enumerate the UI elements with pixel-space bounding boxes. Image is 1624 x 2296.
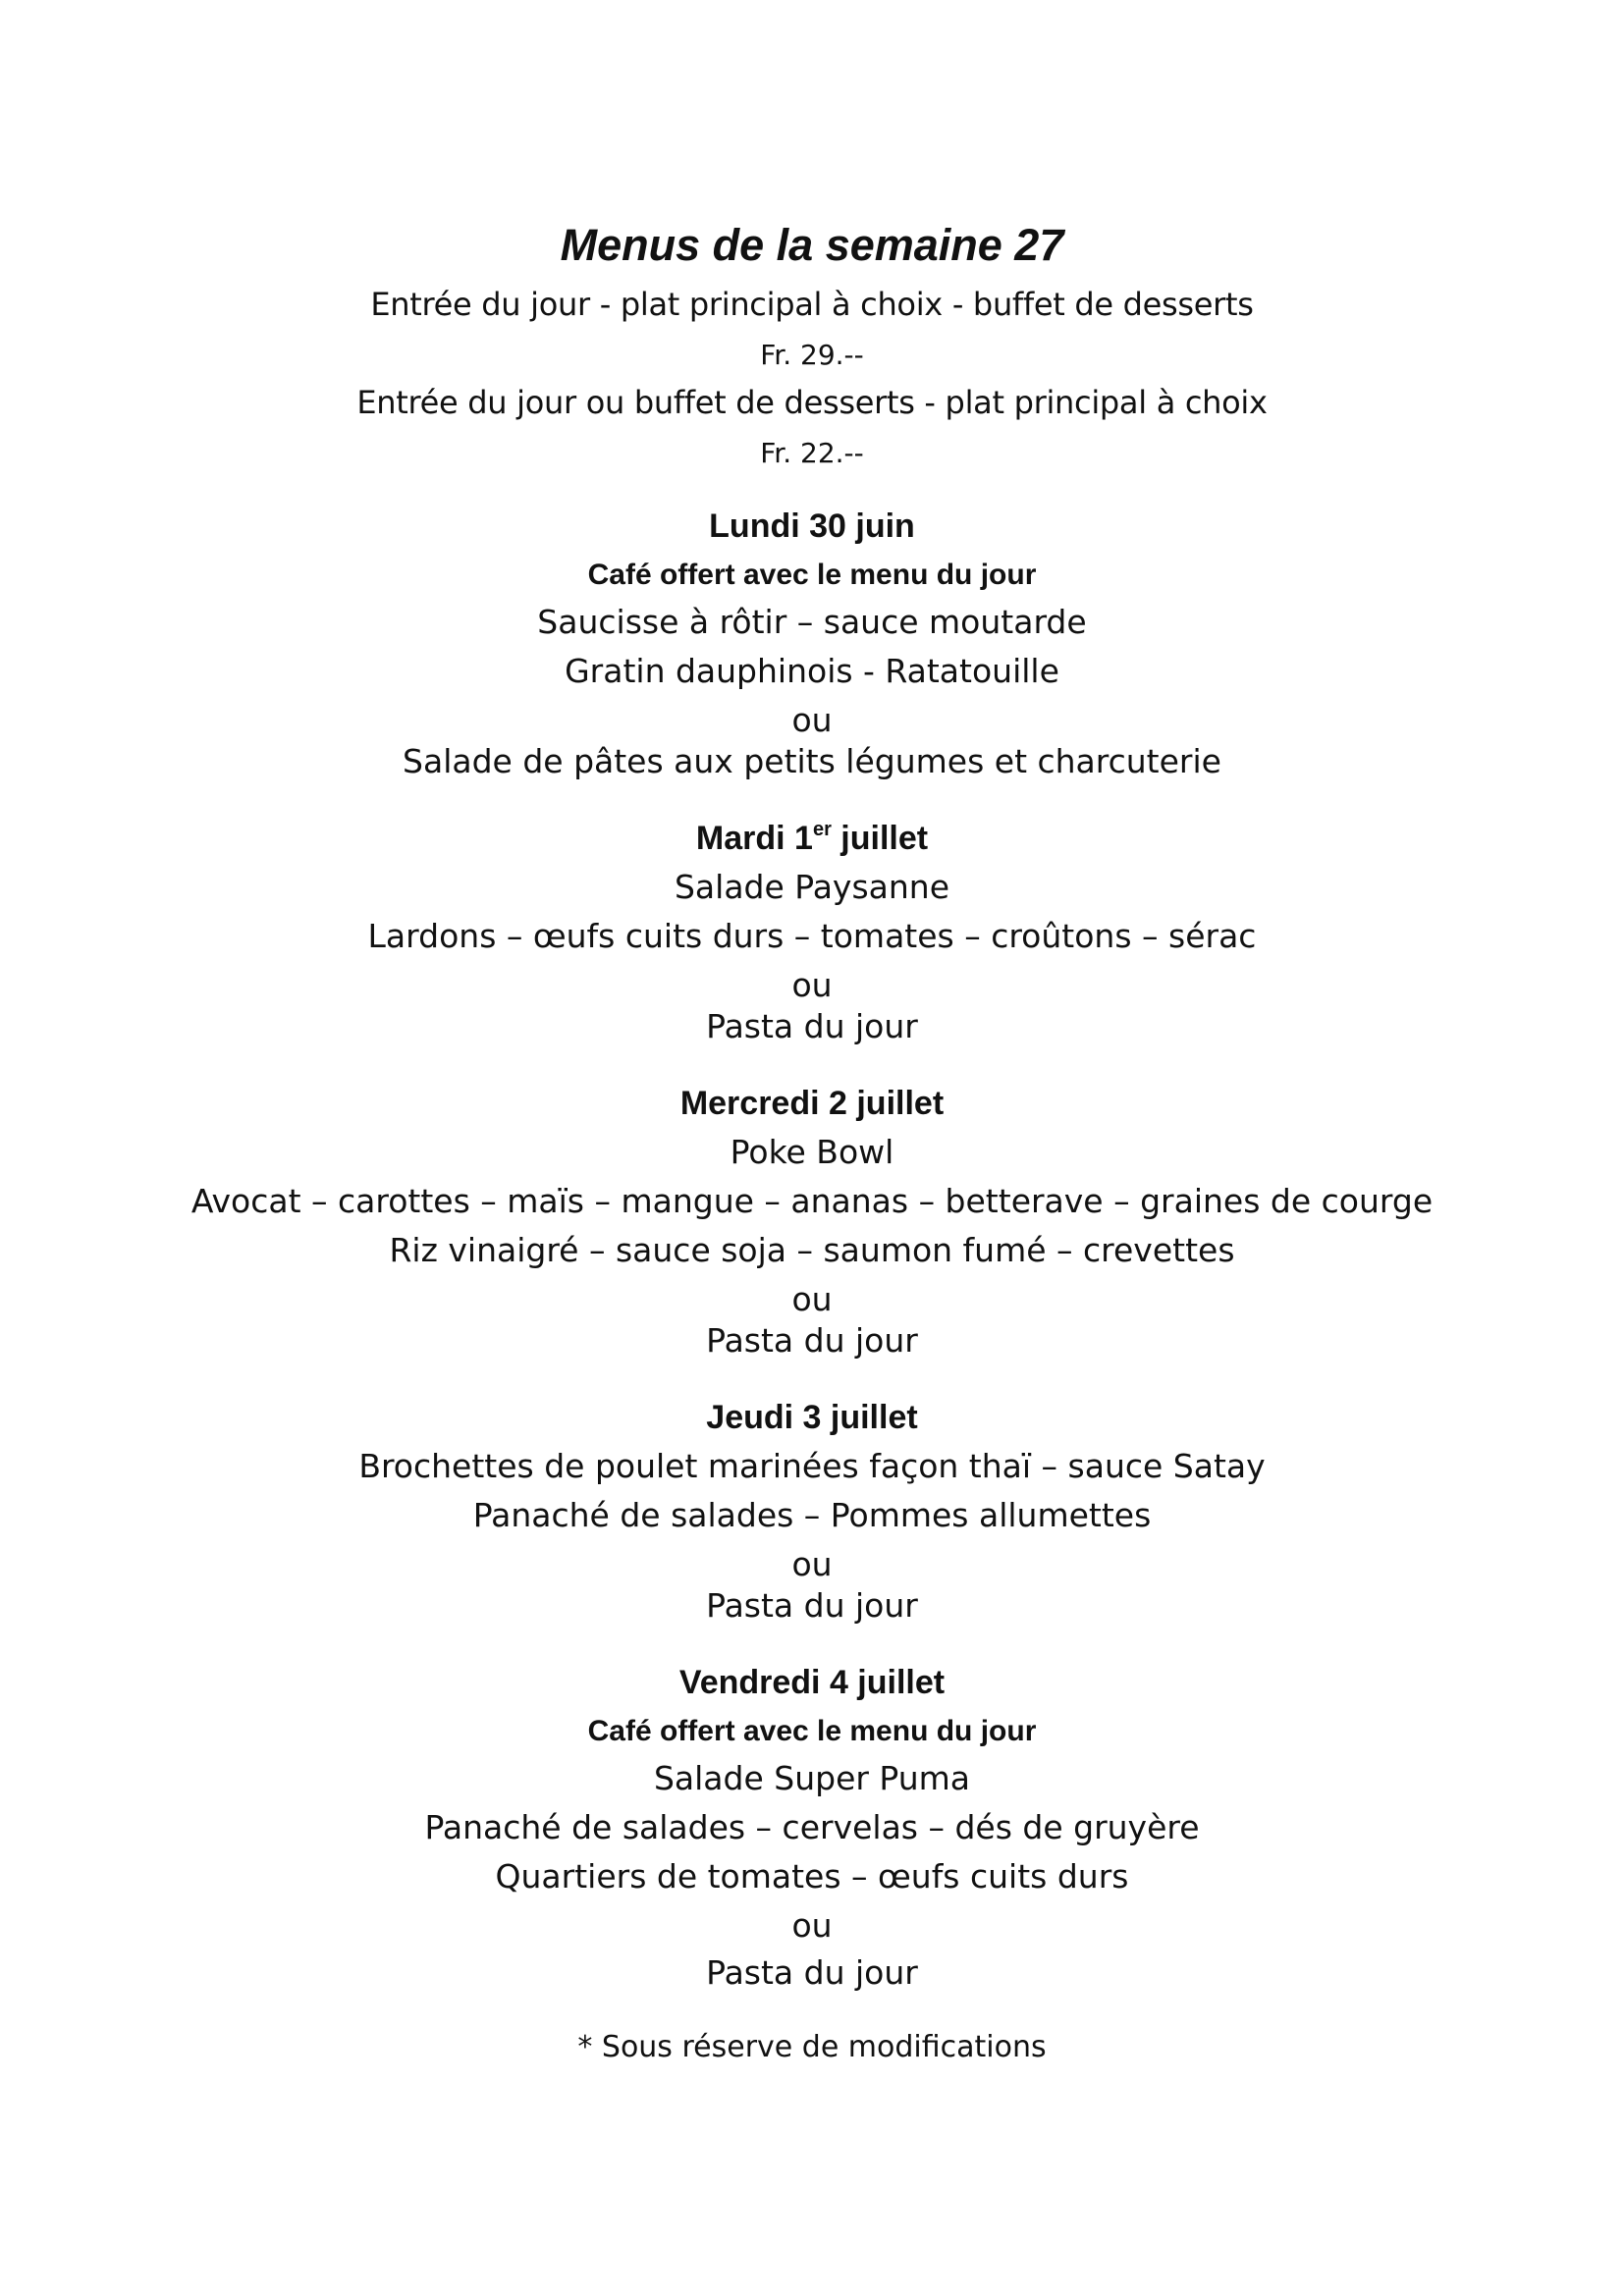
- menu-price-2: Fr. 22.--: [760, 437, 864, 469]
- day-title-mardi-main: Mardi 1: [695, 820, 813, 857]
- day-title-mercredi: Mercredi 2 juillet: [679, 1085, 945, 1122]
- dish-separator-ou: ou: [791, 1280, 833, 1318]
- dish-line: Pasta du jour: [706, 1953, 918, 1992]
- dish-line: Gratin dauphinois - Ratatouille: [565, 652, 1059, 690]
- page-title: Menus de la semaine 27: [560, 220, 1064, 270]
- menu-formula-2: Entrée du jour ou buffet de desserts - plat principal à choix: [356, 384, 1268, 421]
- day-title-mardi-superscript: er: [812, 819, 832, 840]
- dish-line: Pasta du jour: [706, 1007, 918, 1045]
- day-note-vendredi: Café offert avec le menu du jour: [587, 1715, 1037, 1747]
- dish-separator-ou: ou: [791, 701, 833, 739]
- day-note-lundi: Café offert avec le menu du jour: [587, 559, 1037, 591]
- footer-disclaimer: * Sous réserve de modifications: [577, 2030, 1047, 2064]
- dish-line: Riz vinaigré – sauce soja – saumon fumé – crevettes: [389, 1231, 1235, 1269]
- dish-line: Avocat – carottes – maïs – mangue – ananas – betterave – graines de courge: [190, 1182, 1434, 1220]
- dish-line: Salade Super Puma: [653, 1759, 971, 1797]
- menu-formula-1: Entrée du jour - plat principal à choix - buffet de desserts: [370, 286, 1254, 323]
- dish-line: Saucisse à rôtir – sauce moutarde: [537, 603, 1087, 641]
- dish-line: Pasta du jour: [706, 1321, 918, 1360]
- menu-price-1: Fr. 29.--: [760, 339, 864, 371]
- dish-line: Brochettes de poulet marinées façon thaï – sauce Satay: [358, 1447, 1266, 1485]
- dish-line: Quartiers de tomates – œufs cuits durs: [495, 1857, 1129, 1896]
- day-title-mardi-end: juillet: [831, 820, 929, 857]
- dish-separator-ou: ou: [791, 1545, 833, 1583]
- dish-line: Poke Bowl: [730, 1133, 894, 1171]
- day-title-lundi: Lundi 30 juin: [709, 507, 915, 545]
- dish-separator-ou: ou: [791, 1906, 833, 1945]
- day-title-mardi: [0, 817, 1624, 860]
- day-title-vendredi: Vendredi 4 juillet: [678, 1664, 946, 1701]
- dish-line: Panaché de salades – cervelas – dés de gruyère: [424, 1808, 1200, 1846]
- day-title-jeudi: Jeudi 3 juillet: [706, 1399, 918, 1436]
- dish-line: Lardons – œufs cuits durs – tomates – croûtons – sérac: [367, 917, 1257, 955]
- dish-line: Pasta du jour: [706, 1586, 918, 1625]
- dish-line: Panaché de salades – Pommes allumettes: [472, 1496, 1152, 1534]
- dish-separator-ou: ou: [791, 966, 833, 1004]
- dish-line: Salade Paysanne: [674, 868, 950, 906]
- dish-line: Salade de pâtes aux petits légumes et charcuterie: [403, 742, 1221, 780]
